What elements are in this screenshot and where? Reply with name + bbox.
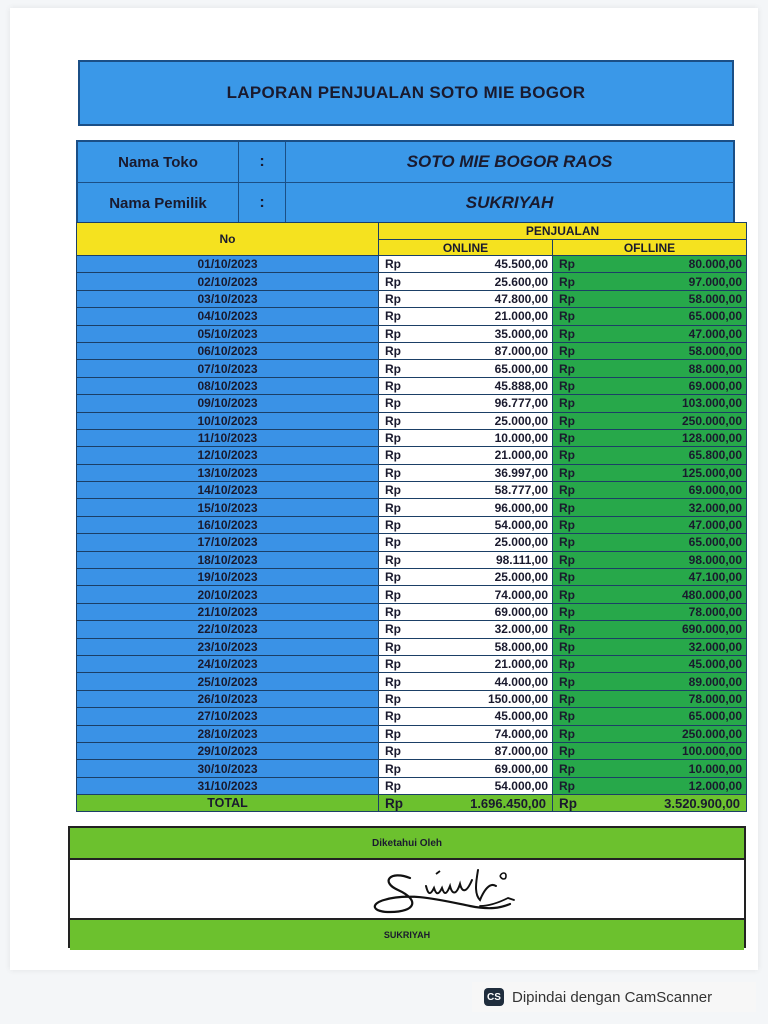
online-currency: Rp [379, 603, 419, 620]
online-currency: Rp [379, 760, 419, 777]
table-row [77, 360, 747, 377]
sales-table [76, 222, 747, 812]
offline-currency: Rp [553, 708, 593, 725]
online-value: 45.500,00 [419, 256, 553, 273]
table-row [77, 325, 747, 342]
table-row [77, 395, 747, 412]
row-date: 15/10/2023 [77, 499, 379, 516]
camscanner-logo: CS [484, 988, 504, 1006]
online-value: 21.000,00 [419, 447, 553, 464]
offline-value: 10.000,00 [593, 760, 747, 777]
offline-value: 250.000,00 [593, 412, 747, 429]
offline-currency: Rp [553, 534, 593, 551]
offline-value: 47.100,00 [593, 569, 747, 586]
online-value: 10.000,00 [419, 429, 553, 446]
offline-currency: Rp [553, 655, 593, 672]
online-currency: Rp [379, 655, 419, 672]
offline-currency: Rp [553, 690, 593, 707]
approval-label: Diketahui Oleh [70, 828, 744, 860]
offline-currency: Rp [553, 482, 593, 499]
total-row [77, 795, 747, 812]
table-row [77, 464, 747, 481]
offline-currency: Rp [553, 273, 593, 290]
row-date: 23/10/2023 [77, 638, 379, 655]
owner-name-label: Nama Pemilik [109, 194, 207, 212]
offline-currency: Rp [553, 447, 593, 464]
row-date: 30/10/2023 [77, 760, 379, 777]
signature-image [350, 860, 550, 918]
table-row [77, 447, 747, 464]
row-date: 25/10/2023 [77, 673, 379, 690]
online-value: 47.800,00 [419, 290, 553, 307]
online-currency: Rp [379, 429, 419, 446]
total-offline-value: 3.520.900,00 [593, 795, 747, 812]
offline-currency: Rp [553, 377, 593, 394]
offline-currency: Rp [553, 308, 593, 325]
table-row [77, 760, 747, 777]
online-value: 98.111,00 [419, 551, 553, 568]
offline-value: 65.800,00 [593, 447, 747, 464]
online-currency: Rp [379, 499, 419, 516]
table-row [77, 290, 747, 307]
signer-name: SUKRIYAH [70, 918, 744, 950]
table-row [77, 725, 747, 742]
online-currency: Rp [379, 395, 419, 412]
table-row [77, 482, 747, 499]
table-row [77, 551, 747, 568]
offline-value: 88.000,00 [593, 360, 747, 377]
offline-currency: Rp [553, 325, 593, 342]
row-date: 12/10/2023 [77, 447, 379, 464]
online-value: 44.000,00 [419, 673, 553, 690]
offline-currency: Rp [553, 499, 593, 516]
owner-name-colon: : [238, 183, 286, 223]
table-row [77, 273, 747, 290]
table-row [77, 534, 747, 551]
row-date: 10/10/2023 [77, 412, 379, 429]
online-currency: Rp [379, 586, 419, 603]
table-row [77, 638, 747, 655]
header-no: No [77, 223, 379, 256]
online-currency: Rp [379, 742, 419, 759]
offline-value: 65.000,00 [593, 534, 747, 551]
table-row [77, 499, 747, 516]
camscanner-text: Dipindai dengan CamScanner [512, 988, 713, 1006]
offline-value: 78.000,00 [593, 603, 747, 620]
row-date: 08/10/2023 [77, 377, 379, 394]
online-value: 25.000,00 [419, 569, 553, 586]
table-row [77, 603, 747, 620]
online-currency: Rp [379, 621, 419, 638]
online-value: 74.000,00 [419, 725, 553, 742]
camscanner-watermark [472, 982, 756, 1012]
offline-value: 250.000,00 [593, 725, 747, 742]
row-date: 14/10/2023 [77, 482, 379, 499]
offline-value: 480.000,00 [593, 586, 747, 603]
offline-currency: Rp [553, 551, 593, 568]
online-value: 25.600,00 [419, 273, 553, 290]
online-currency: Rp [379, 360, 419, 377]
row-date: 13/10/2023 [77, 464, 379, 481]
header-sales: PENJUALAN [379, 223, 747, 240]
online-currency: Rp [379, 516, 419, 533]
online-value: 25.000,00 [419, 412, 553, 429]
offline-currency: Rp [553, 777, 593, 794]
online-currency: Rp [379, 777, 419, 794]
online-value: 87.000,00 [419, 742, 553, 759]
total-online-value: 1.696.450,00 [419, 795, 553, 812]
online-currency: Rp [379, 482, 419, 499]
online-currency: Rp [379, 534, 419, 551]
table-row [77, 673, 747, 690]
header-offline: OFLLINE [553, 240, 747, 256]
row-date: 06/10/2023 [77, 342, 379, 359]
offline-value: 690.000,00 [593, 621, 747, 638]
online-value: 58.000,00 [419, 638, 553, 655]
offline-value: 32.000,00 [593, 638, 747, 655]
row-date: 16/10/2023 [77, 516, 379, 533]
online-currency: Rp [379, 447, 419, 464]
offline-currency: Rp [553, 516, 593, 533]
store-name-colon: : [238, 142, 286, 182]
offline-currency: Rp [553, 725, 593, 742]
online-currency: Rp [379, 638, 419, 655]
online-currency: Rp [379, 377, 419, 394]
online-value: 58.777,00 [419, 482, 553, 499]
row-date: 27/10/2023 [77, 708, 379, 725]
offline-currency: Rp [553, 342, 593, 359]
offline-value: 100.000,00 [593, 742, 747, 759]
table-row [77, 777, 747, 794]
online-value: 21.000,00 [419, 308, 553, 325]
offline-currency: Rp [553, 290, 593, 307]
offline-currency: Rp [553, 586, 593, 603]
offline-value: 65.000,00 [593, 308, 747, 325]
online-currency: Rp [379, 273, 419, 290]
sales-rows [77, 256, 747, 795]
table-row [77, 655, 747, 672]
row-date: 07/10/2023 [77, 360, 379, 377]
offline-value: 47.000,00 [593, 516, 747, 533]
online-value: 35.000,00 [419, 325, 553, 342]
offline-value: 32.000,00 [593, 499, 747, 516]
offline-currency: Rp [553, 429, 593, 446]
offline-value: 97.000,00 [593, 273, 747, 290]
report-title: LAPORAN PENJUALAN SOTO MIE BOGOR [78, 60, 734, 126]
offline-currency: Rp [553, 603, 593, 620]
offline-value: 78.000,00 [593, 690, 747, 707]
offline-value: 125.000,00 [593, 464, 747, 481]
online-value: 54.000,00 [419, 777, 553, 794]
online-value: 69.000,00 [419, 603, 553, 620]
row-date: 02/10/2023 [77, 273, 379, 290]
store-name-row [78, 142, 733, 182]
offline-currency: Rp [553, 464, 593, 481]
offline-value: 89.000,00 [593, 673, 747, 690]
online-value: 69.000,00 [419, 760, 553, 777]
store-name-value: SOTO MIE BOGOR RAOS [406, 152, 613, 171]
online-value: 32.000,00 [419, 621, 553, 638]
row-date: 11/10/2023 [77, 429, 379, 446]
offline-value: 103.000,00 [593, 395, 747, 412]
table-row [77, 429, 747, 446]
row-date: 21/10/2023 [77, 603, 379, 620]
offline-value: 98.000,00 [593, 551, 747, 568]
total-online-currency: Rp [379, 795, 419, 812]
online-value: 21.000,00 [419, 655, 553, 672]
online-value: 65.000,00 [419, 360, 553, 377]
offline-value: 58.000,00 [593, 342, 747, 359]
online-value: 87.000,00 [419, 342, 553, 359]
row-date: 04/10/2023 [77, 308, 379, 325]
total-label: TOTAL [77, 795, 379, 812]
store-name-label: Nama Toko [118, 153, 198, 171]
table-row [77, 708, 747, 725]
offline-value: 69.000,00 [593, 482, 747, 499]
table-row [77, 342, 747, 359]
online-currency: Rp [379, 256, 419, 273]
online-value: 45.888,00 [419, 377, 553, 394]
offline-value: 128.000,00 [593, 429, 747, 446]
online-value: 54.000,00 [419, 516, 553, 533]
online-currency: Rp [379, 690, 419, 707]
offline-currency: Rp [553, 621, 593, 638]
online-currency: Rp [379, 290, 419, 307]
table-row [77, 308, 747, 325]
table-row [77, 569, 747, 586]
offline-currency: Rp [553, 760, 593, 777]
offline-currency: Rp [553, 569, 593, 586]
online-currency: Rp [379, 551, 419, 568]
online-value: 74.000,00 [419, 586, 553, 603]
row-date: 17/10/2023 [77, 534, 379, 551]
signature-area [70, 860, 744, 918]
table-row [77, 742, 747, 759]
online-currency: Rp [379, 708, 419, 725]
row-date: 20/10/2023 [77, 586, 379, 603]
online-currency: Rp [379, 569, 419, 586]
online-value: 150.000,00 [419, 690, 553, 707]
offline-currency: Rp [553, 360, 593, 377]
row-date: 24/10/2023 [77, 655, 379, 672]
online-currency: Rp [379, 725, 419, 742]
offline-value: 65.000,00 [593, 708, 747, 725]
approval-box [68, 826, 746, 948]
online-value: 25.000,00 [419, 534, 553, 551]
online-currency: Rp [379, 464, 419, 481]
online-currency: Rp [379, 325, 419, 342]
offline-value: 12.000,00 [593, 777, 747, 794]
offline-currency: Rp [553, 412, 593, 429]
offline-currency: Rp [553, 673, 593, 690]
header-online: ONLINE [379, 240, 553, 256]
offline-value: 58.000,00 [593, 290, 747, 307]
row-date: 29/10/2023 [77, 742, 379, 759]
row-date: 09/10/2023 [77, 395, 379, 412]
online-value: 36.997,00 [419, 464, 553, 481]
row-date: 28/10/2023 [77, 725, 379, 742]
online-currency: Rp [379, 342, 419, 359]
offline-value: 47.000,00 [593, 325, 747, 342]
owner-name-row [78, 182, 733, 223]
offline-currency: Rp [553, 395, 593, 412]
table-row [77, 412, 747, 429]
table-row [77, 377, 747, 394]
total-offline-currency: Rp [553, 795, 593, 812]
table-row [77, 621, 747, 638]
offline-value: 80.000,00 [593, 256, 747, 273]
table-row [77, 586, 747, 603]
row-date: 22/10/2023 [77, 621, 379, 638]
online-currency: Rp [379, 308, 419, 325]
offline-currency: Rp [553, 742, 593, 759]
table-row [77, 516, 747, 533]
table-row [77, 256, 747, 273]
offline-currency: Rp [553, 638, 593, 655]
owner-name-value: SUKRIYAH [465, 193, 554, 212]
online-value: 45.000,00 [419, 708, 553, 725]
online-value: 96.777,00 [419, 395, 553, 412]
row-date: 19/10/2023 [77, 569, 379, 586]
row-date: 26/10/2023 [77, 690, 379, 707]
table-row [77, 690, 747, 707]
online-value: 96.000,00 [419, 499, 553, 516]
row-date: 18/10/2023 [77, 551, 379, 568]
row-date: 01/10/2023 [77, 256, 379, 273]
row-date: 03/10/2023 [77, 290, 379, 307]
offline-currency: Rp [553, 256, 593, 273]
online-currency: Rp [379, 673, 419, 690]
online-currency: Rp [379, 412, 419, 429]
row-date: 05/10/2023 [77, 325, 379, 342]
store-info-box [76, 140, 735, 225]
offline-value: 45.000,00 [593, 655, 747, 672]
document-page [10, 8, 758, 970]
offline-value: 69.000,00 [593, 377, 747, 394]
row-date: 31/10/2023 [77, 777, 379, 794]
